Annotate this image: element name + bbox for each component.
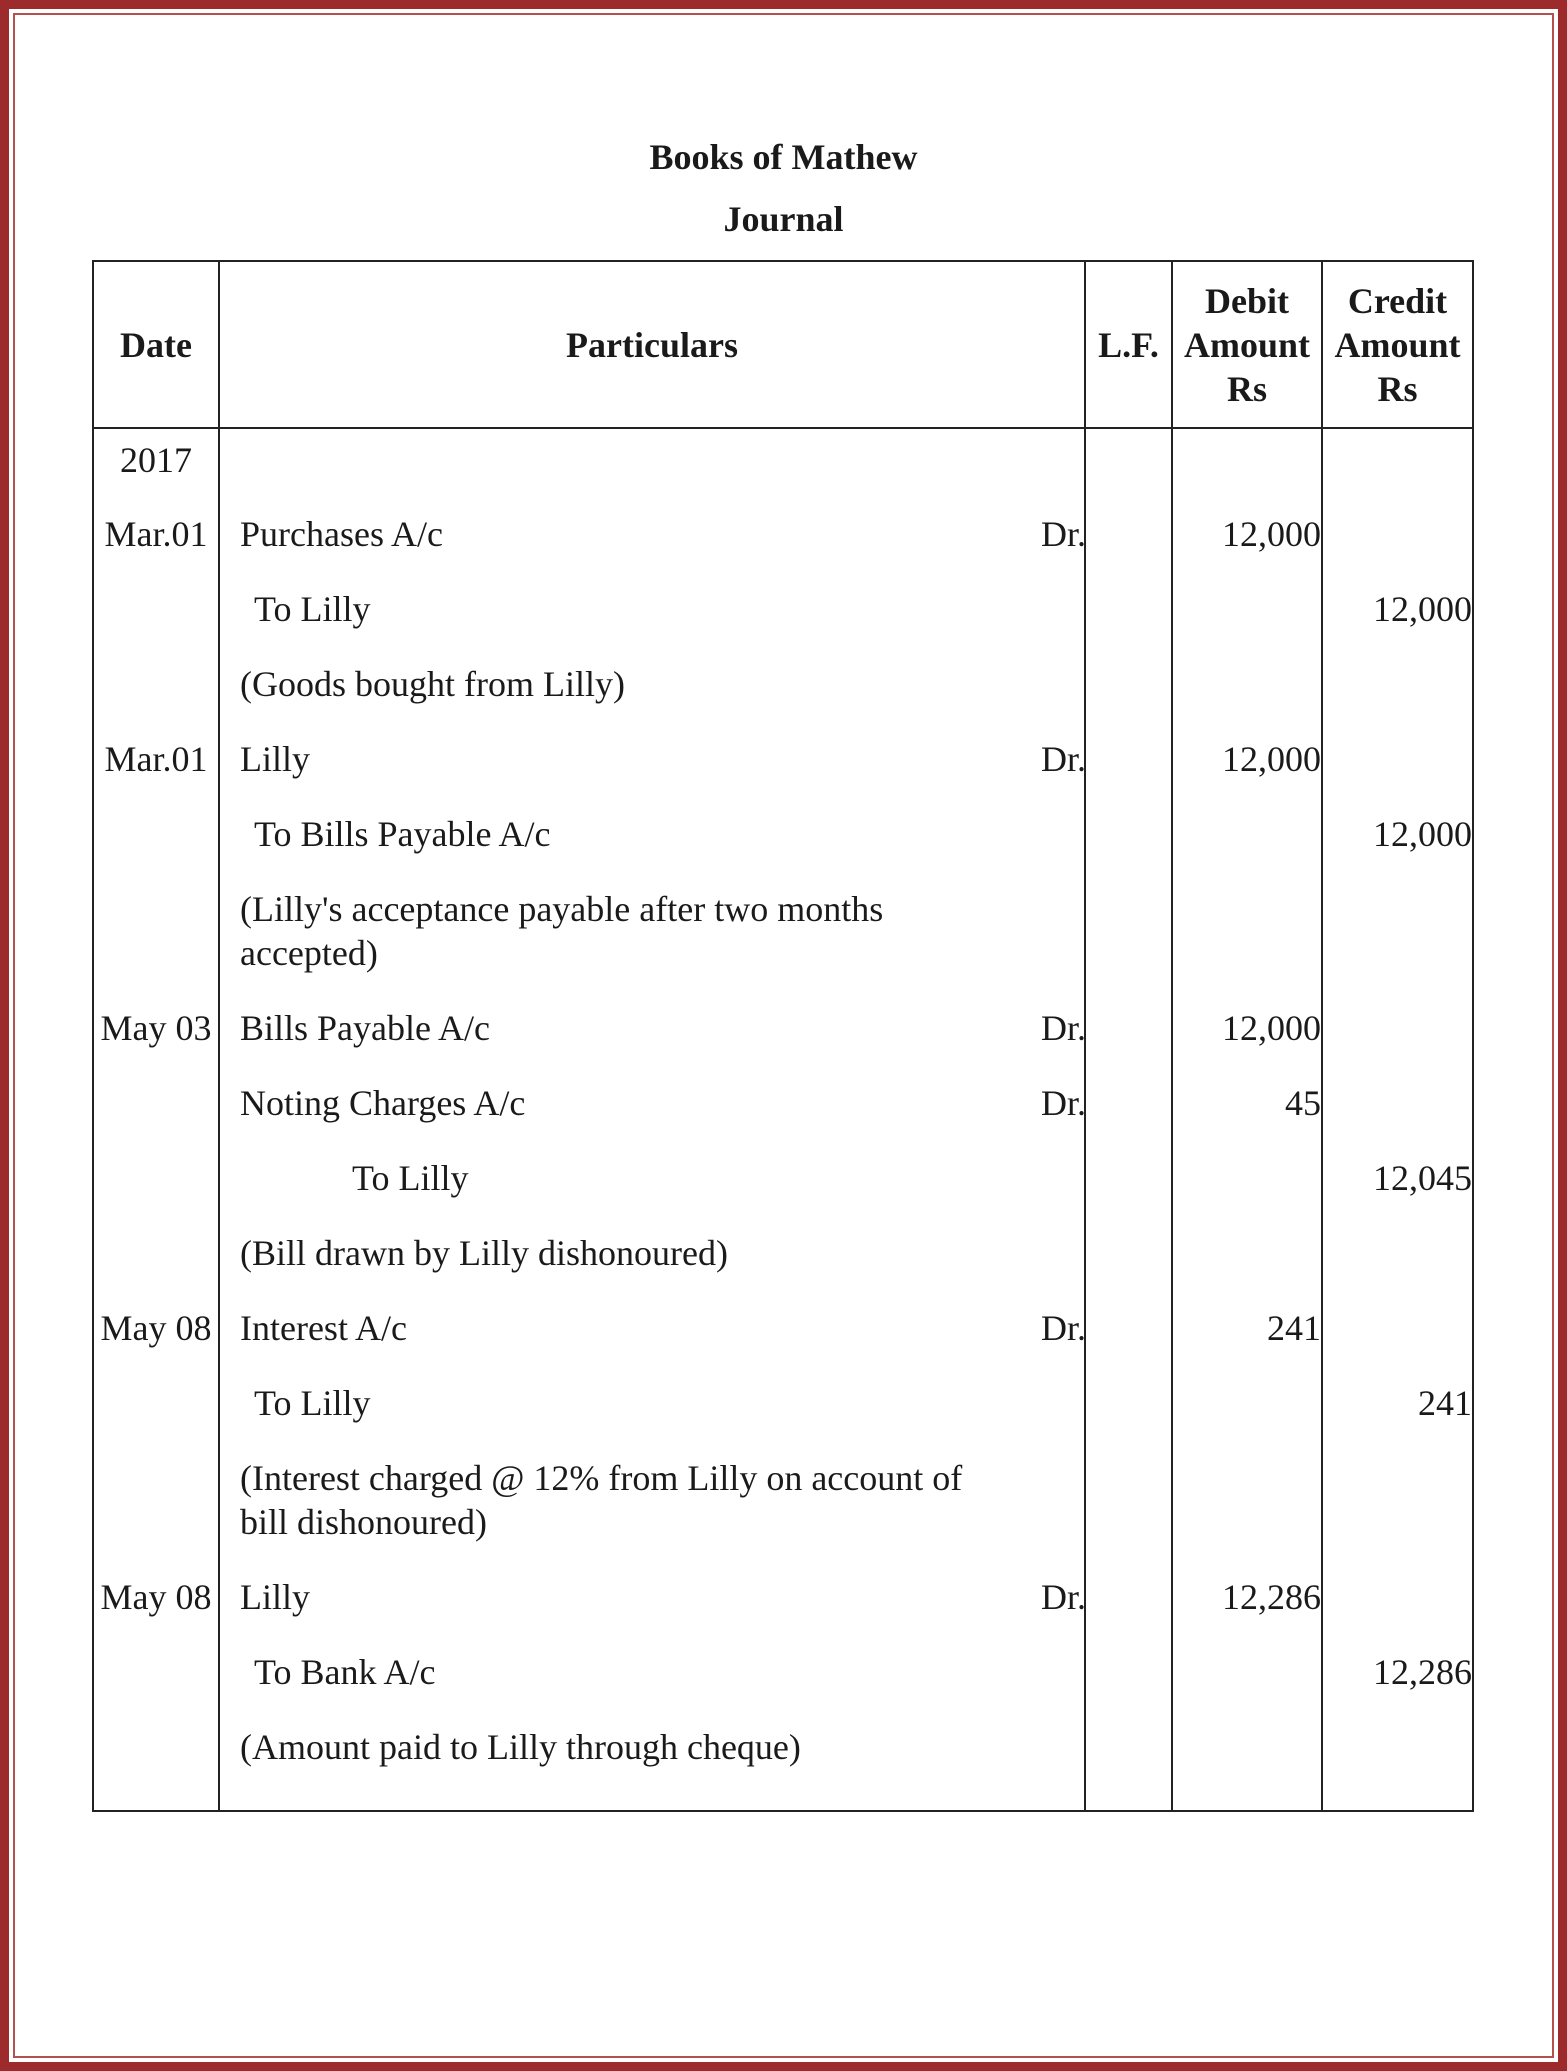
date-cell [93, 1231, 219, 1306]
particulars-cell [219, 1231, 1085, 1306]
year-cell: 2017 [93, 428, 219, 512]
particulars-text: (Interest charged @ 12% from Lilly on account of bill dishonoured) [240, 1458, 963, 1542]
date-cell: Mar.01 [93, 737, 219, 812]
credit-cell [1322, 887, 1473, 1006]
debit-cell: 12,000 [1172, 512, 1322, 587]
table-row [93, 1381, 1473, 1456]
date-cell [93, 1156, 219, 1231]
lf-cell [1085, 1006, 1172, 1081]
lf-cell [1085, 512, 1172, 587]
lf-cell [1085, 1650, 1172, 1725]
particulars-content [220, 1231, 1084, 1275]
lf-cell [1085, 1575, 1172, 1650]
lf-cell [1085, 1725, 1172, 1811]
particulars-text: To Bank A/c [254, 1652, 436, 1692]
particulars-cell [219, 1725, 1085, 1811]
particulars-content [220, 887, 1084, 975]
particulars-cell [219, 1306, 1085, 1381]
credit-header-line: Amount [1334, 324, 1461, 365]
particulars-cell [219, 1650, 1085, 1725]
debit-cell [1172, 1231, 1322, 1306]
lf-cell [1085, 1081, 1172, 1156]
particulars-content [220, 662, 1084, 706]
particulars-content [220, 812, 1084, 856]
lf-cell [1085, 1381, 1172, 1456]
table-row [93, 587, 1473, 662]
header-row [93, 261, 1473, 428]
particulars-text: Bills Payable A/c [240, 1008, 490, 1048]
credit-cell [1322, 512, 1473, 587]
lf-cell [1085, 662, 1172, 737]
credit-cell [1322, 1456, 1473, 1575]
journal-table [92, 260, 1474, 1812]
particulars-content [220, 587, 1084, 631]
date-header: Date [93, 261, 219, 428]
particulars-content [220, 1156, 1084, 1200]
debit-cell [1172, 662, 1322, 737]
particulars-content [220, 1575, 1084, 1619]
year-row [93, 428, 1473, 512]
particulars-cell [219, 1575, 1085, 1650]
date-cell: Mar.01 [93, 512, 219, 587]
particulars-text: (Goods bought from Lilly) [240, 664, 625, 704]
debit-cell [1172, 812, 1322, 887]
particulars-cell [219, 512, 1085, 587]
table-row [93, 737, 1473, 812]
lf-cell [1085, 1456, 1172, 1575]
debit-marker: Dr. [1041, 1008, 1086, 1048]
date-cell [93, 587, 219, 662]
debit-header [1172, 261, 1322, 428]
lf-cell [1085, 428, 1172, 512]
table-row [93, 1081, 1473, 1156]
table-row [93, 1650, 1473, 1725]
particulars-content [220, 1650, 1084, 1694]
particulars-text: To Lilly [254, 1383, 371, 1423]
table-row [93, 1575, 1473, 1650]
journal-title: Journal [723, 199, 844, 239]
table-row [93, 662, 1473, 737]
debit-marker: Dr. [1041, 514, 1086, 554]
particulars-content [220, 1381, 1084, 1425]
table-row [93, 512, 1473, 587]
debit-marker: Dr. [1041, 739, 1086, 779]
table-row [93, 1156, 1473, 1231]
date-cell [93, 1725, 219, 1811]
credit-cell [1322, 1725, 1473, 1811]
date-cell [93, 1456, 219, 1575]
debit-cell: 241 [1172, 1306, 1322, 1381]
table-row [93, 1725, 1473, 1811]
date-cell: May 03 [93, 1006, 219, 1081]
credit-cell: 12,000 [1322, 812, 1473, 887]
credit-header-line: Credit [1347, 280, 1448, 321]
date-cell: May 08 [93, 1306, 219, 1381]
particulars-cell [219, 1081, 1085, 1156]
book-title: Books of Mathew [649, 137, 918, 177]
credit-cell [1322, 737, 1473, 812]
debit-header-line: Amount [1183, 324, 1311, 365]
table-row [93, 1456, 1473, 1575]
particulars-cell [219, 1456, 1085, 1575]
particulars-content [220, 1456, 1084, 1544]
date-cell [93, 1650, 219, 1725]
particulars-text: Purchases A/c [240, 514, 443, 554]
debit-marker: Dr. [1041, 1308, 1086, 1348]
credit-header-line: Rs [1377, 368, 1418, 409]
particulars-text: To Lilly [254, 589, 371, 629]
debit-marker: Dr. [1041, 1083, 1086, 1123]
debit-marker: Dr. [1041, 1577, 1086, 1617]
particulars-cell [219, 428, 1085, 512]
date-cell [93, 662, 219, 737]
debit-cell [1172, 1725, 1322, 1811]
credit-header [1322, 261, 1473, 428]
lf-cell [1085, 887, 1172, 1006]
particulars-content [220, 1725, 1084, 1769]
debit-cell [1172, 587, 1322, 662]
table-row [93, 1231, 1473, 1306]
debit-cell [1172, 887, 1322, 1006]
particulars-text: (Amount paid to Lilly through cheque) [240, 1727, 801, 1767]
date-cell [93, 1381, 219, 1456]
table-row [93, 812, 1473, 887]
debit-cell: 12,286 [1172, 1575, 1322, 1650]
credit-cell [1322, 662, 1473, 737]
debit-header-line: Debit [1205, 280, 1289, 321]
particulars-text: To Bills Payable A/c [254, 814, 551, 854]
date-cell: May 08 [93, 1575, 219, 1650]
particulars-text: Noting Charges A/c [240, 1083, 526, 1123]
date-cell [93, 887, 219, 1006]
debit-cell [1172, 1456, 1322, 1575]
table-row [93, 1306, 1473, 1381]
debit-cell [1172, 1650, 1322, 1725]
particulars-content [220, 1081, 1084, 1125]
debit-cell [1172, 1381, 1322, 1456]
credit-cell: 12,000 [1322, 587, 1473, 662]
debit-cell: 12,000 [1172, 1006, 1322, 1081]
lf-cell [1085, 1156, 1172, 1231]
particulars-cell [219, 1006, 1085, 1081]
particulars-cell [219, 887, 1085, 1006]
particulars-cell [219, 1156, 1085, 1231]
credit-cell: 12,045 [1322, 1156, 1473, 1231]
debit-header-line: Rs [1226, 368, 1267, 409]
particulars-cell [219, 812, 1085, 887]
lf-cell [1085, 812, 1172, 887]
lf-cell [1085, 1231, 1172, 1306]
particulars-cell [219, 1381, 1085, 1456]
particulars-content [220, 1006, 1084, 1050]
credit-cell [1322, 1575, 1473, 1650]
credit-cell [1322, 1006, 1473, 1081]
particulars-content [220, 737, 1084, 781]
particulars-cell [219, 662, 1085, 737]
particulars-text: (Bill drawn by Lilly dishonoured) [240, 1233, 728, 1273]
debit-cell: 12,000 [1172, 737, 1322, 812]
lf-cell [1085, 737, 1172, 812]
particulars-text: (Lilly's acceptance payable after two months accepted) [240, 889, 884, 973]
particulars-text: Lilly [240, 1577, 310, 1617]
credit-cell [1322, 1081, 1473, 1156]
particulars-cell [219, 587, 1085, 662]
particulars-cell [219, 737, 1085, 812]
debit-cell [1172, 1156, 1322, 1231]
particulars-text: Interest A/c [240, 1308, 407, 1348]
lf-header: L.F. [1085, 261, 1172, 428]
particulars-text: Lilly [240, 739, 310, 779]
credit-cell: 12,286 [1322, 1650, 1473, 1725]
particulars-header: Particulars [219, 261, 1085, 428]
lf-cell [1085, 1306, 1172, 1381]
date-cell [93, 812, 219, 887]
particulars-content [220, 1306, 1084, 1350]
credit-cell: 241 [1322, 1381, 1473, 1456]
table-row [93, 1006, 1473, 1081]
date-cell [93, 1081, 219, 1156]
particulars-text: To Lilly [352, 1158, 469, 1198]
table-row [93, 887, 1473, 1006]
credit-cell [1322, 1231, 1473, 1306]
debit-cell [1172, 428, 1322, 512]
particulars-content [220, 512, 1084, 556]
credit-cell [1322, 428, 1473, 512]
lf-cell [1085, 587, 1172, 662]
debit-cell: 45 [1172, 1081, 1322, 1156]
credit-cell [1322, 1306, 1473, 1381]
